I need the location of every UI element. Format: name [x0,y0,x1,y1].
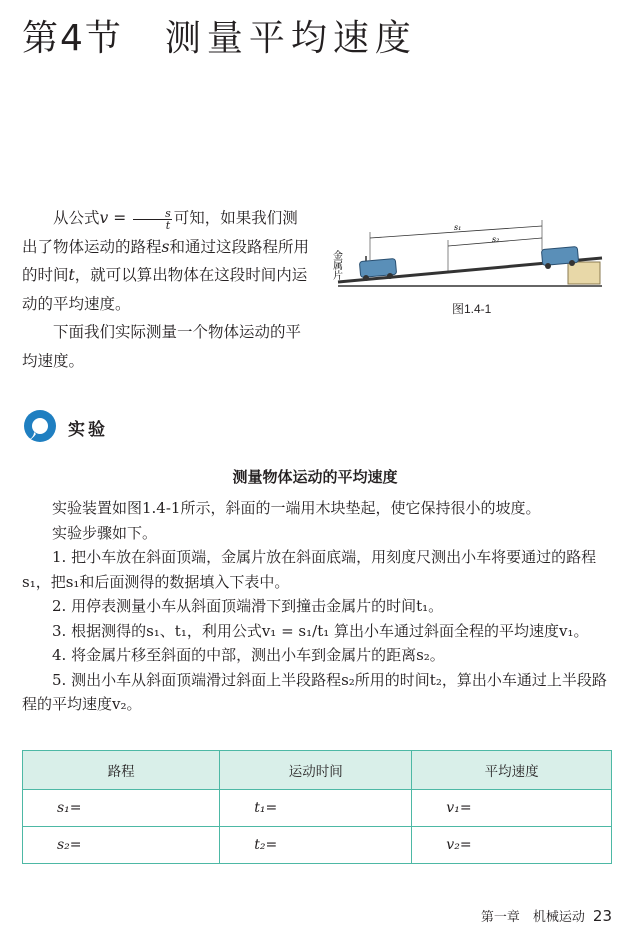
experiment-title: 测量物体运动的平均速度 [232,468,398,486]
intro-paragraph-2: 下面我们实际测量一个物体运动的平均速度。 [22,323,302,370]
cell-v1[interactable]: v₁= [412,790,612,827]
step-3: 3. 根据测得的s₁、t₁，利用公式v₁ = s₁/t₁ 算出小车通过斜面全程的平均速度v₁。 [52,621,589,640]
chapter-label: 第一章 机械运动 [480,910,585,925]
figure-caption: 图1.4-1 [452,302,492,316]
step-setup: 实验装置如图1.4-1所示，斜面的一端用木块垫起，使它保持很小的坡度。 [52,499,541,517]
intro-text-b: 可知，如果我们测出了物体运动的路程 [22,209,298,256]
wheel-icon [545,263,551,269]
formula-denominator: t [165,218,171,232]
header-speed: 平均速度 [412,751,612,790]
wheel-icon [387,273,393,279]
header-time: 运动时间 [220,751,412,790]
label-s1: s₁ [454,223,462,232]
table-row [23,827,612,864]
experiment-steps [22,496,612,717]
symbol-t: t [68,266,75,284]
experiment-label: 实验 [68,420,108,440]
table-header-row [23,751,612,790]
experiment-icon [22,408,58,444]
page-footer [481,906,612,925]
label-metal-plate: 金属片 [330,250,342,280]
wheel-icon [363,275,369,281]
cell-s2[interactable]: s₂= [23,827,220,864]
symbol-s: s [161,237,170,256]
section-number: 第4节 [22,18,123,59]
label-s2: s₂ [492,235,500,244]
header-distance: 路程 [23,751,220,790]
intro-text-a: 从公式 [53,209,100,227]
step-5: 5. 测出小车从斜面顶端滑过斜面上半段路程s₂所用的时间t₂，算出小车通过上半段路程的平均速度v₂。 [22,670,607,713]
cell-v2[interactable]: v₂= [412,827,612,864]
table-row [23,790,612,827]
intro-paragraph-1 [22,204,312,318]
cell-s1[interactable]: s₁= [23,790,220,827]
incline-figure [330,216,612,296]
formula-numerator: s [133,208,172,220]
formula-v: v [99,209,109,227]
intro-text-c: 和通过这段路程所用的时间 [22,237,309,284]
incline-diagram [330,216,612,296]
step-4: 4. 将金属片移至斜面的中部，测出小车到金属片的距离s₂。 [52,646,445,664]
cell-t2[interactable]: t₂= [220,827,412,864]
cell-t1[interactable]: t₁= [220,790,412,827]
data-table [22,750,612,864]
section-title [22,10,417,61]
wheel-icon [569,260,575,266]
step-intro: 实验步骤如下。 [52,523,158,542]
formula-fraction [133,208,172,231]
intro-text [22,204,312,375]
step-2: 2. 用停表测量小车从斜面顶端滑下到撞击金属片的时间t₁。 [52,597,444,615]
section-topic: 测量平均速度 [164,18,417,59]
formula-eq: = [108,209,132,227]
intro-text-d: ，就可以算出物体在这段时间内运动的平均速度。 [22,266,308,313]
step-1: 1. 把小车放在斜面顶端，金属片放在斜面底端，用刻度尺测出小车将要通过的路程s₁，把s₁和后面测得的数据填入下表中。 [22,548,597,591]
page-number: 23 [592,907,612,925]
